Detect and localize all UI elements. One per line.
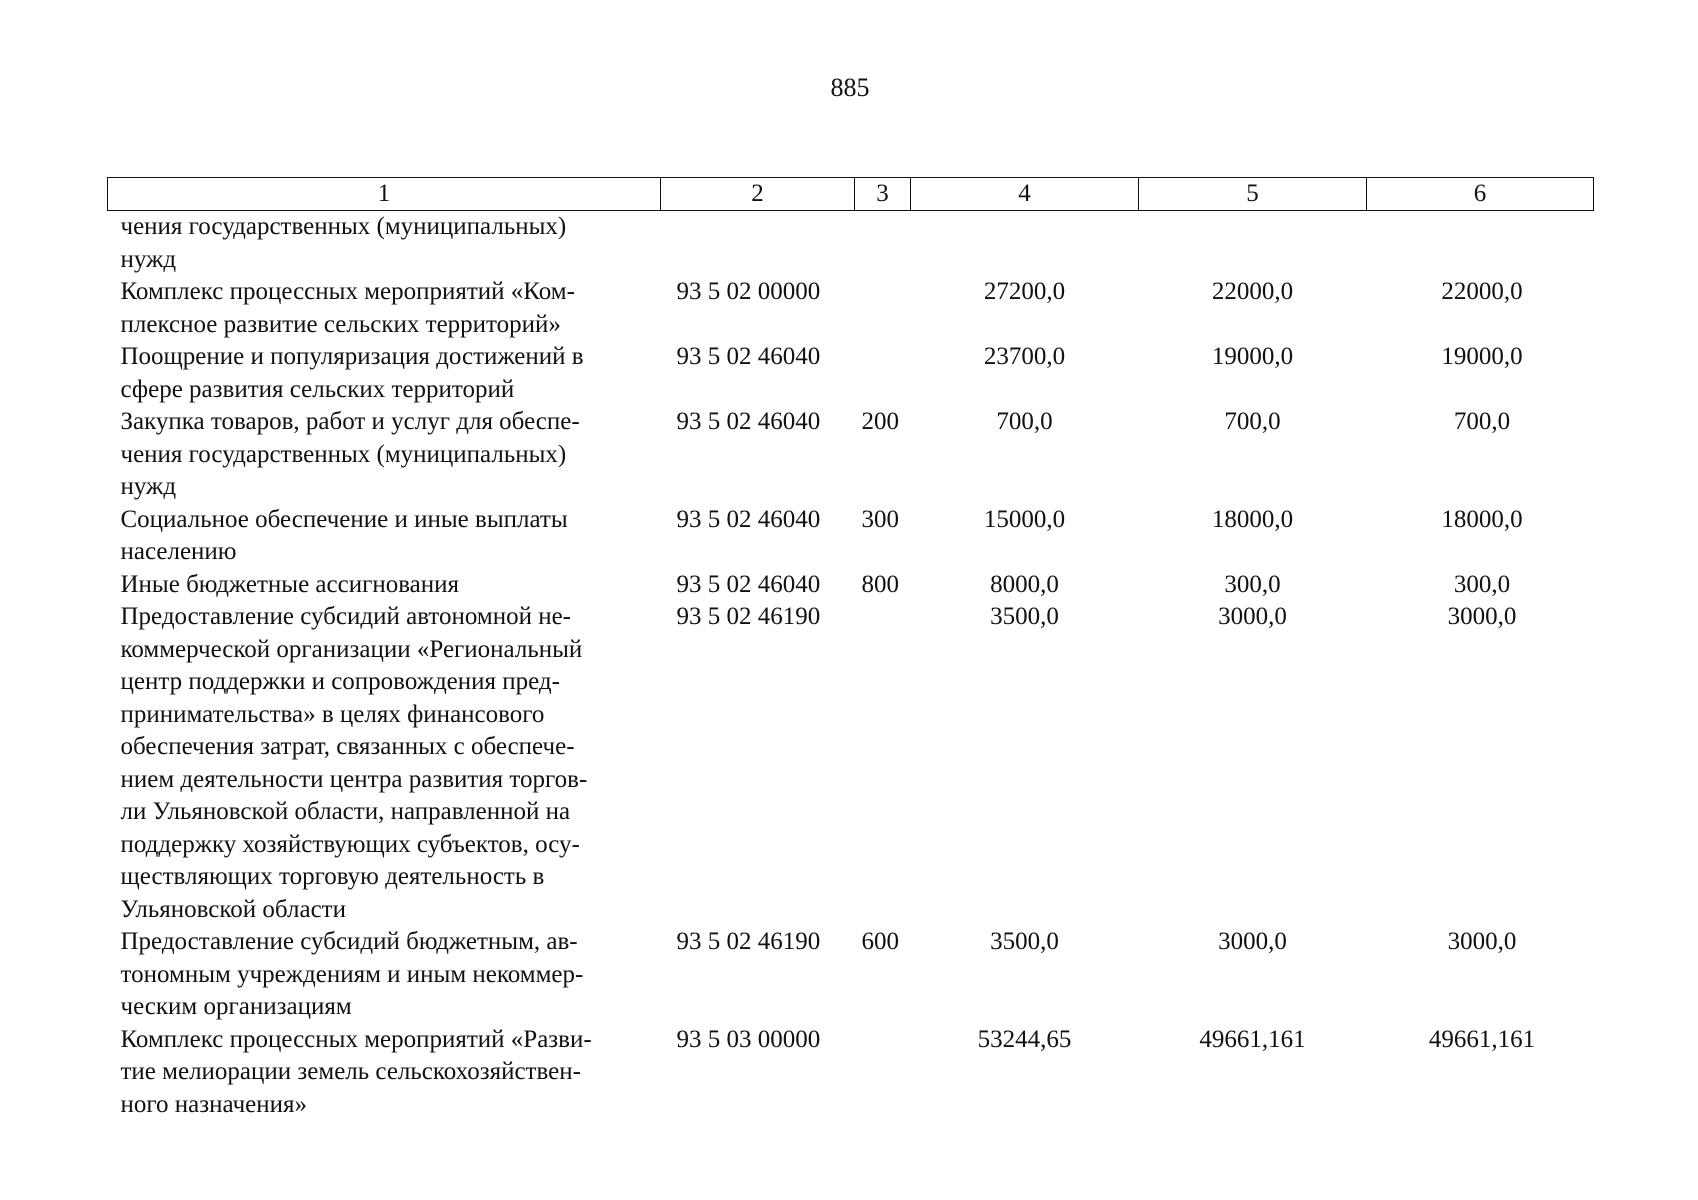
row-name-line: Социальное обеспечение и иные выплаты (120, 505, 568, 533)
column-header-6: 6 (1367, 178, 1594, 211)
row-name-line: ществляющих торговую деятельность в (120, 863, 545, 890)
row-name-cell (108, 601, 661, 926)
row-name-line: плексное развитие сельских территорий» (120, 310, 561, 338)
row-value-col6-cell: 3000,0 (1447, 603, 1517, 630)
column-header-2: 2 (661, 178, 855, 211)
row-code-cell: 93 5 02 46190 (676, 603, 821, 630)
row-name-line: сфере развития сельских территорий (120, 375, 515, 403)
row-expense-type-cell: 300 (861, 505, 899, 533)
row-value-col6-cell: 22000,0 (1441, 278, 1523, 305)
column-header-3: 3 (855, 178, 911, 211)
row-value-col5-cell: 3000,0 (1218, 603, 1287, 630)
row-code-cell: 93 5 02 46040 (676, 505, 821, 533)
row-name-line: обеспечения затрат, связанных с обеспече- (120, 733, 575, 760)
row-name-cell (108, 406, 661, 504)
row-value-col4-cell: 15000,0 (983, 505, 1066, 533)
row-value-col5-cell: 49661,161 (1199, 1025, 1306, 1053)
row-name-cell (108, 926, 661, 1024)
row-value-col6-cell (1367, 211, 1594, 277)
table-row (108, 211, 1594, 277)
row-code-cell: 93 5 02 46190 (676, 928, 821, 955)
row-name-cell (108, 1024, 661, 1122)
row-name-cell (108, 211, 661, 277)
row-value-col4-cell: 53244,65 (977, 1025, 1072, 1053)
row-value-col6-cell: 3000,0 (1447, 928, 1517, 955)
row-code-cell (661, 211, 855, 277)
row-name-line: ли Ульяновской области, направленной на (120, 798, 571, 825)
table-header (108, 178, 1594, 211)
row-name-cell (108, 276, 661, 341)
row-name-line: тономным учреждениям и иным некоммер- (120, 960, 584, 988)
row-name-line: Комплекс процессных мероприятий «Ком- (120, 278, 575, 305)
row-code-cell: 93 5 03 00000 (676, 1025, 821, 1053)
row-expense-type-cell (855, 341, 911, 406)
row-name-line: Комплекс процессных мероприятий «Разви- (120, 1025, 592, 1053)
table-row (108, 276, 1594, 341)
row-name-line: Ульяновской области (120, 895, 346, 923)
row-name-cell (108, 569, 661, 602)
row-name-line: нужд (120, 473, 177, 500)
row-name-line: Иные бюджетные ассигнования (120, 570, 460, 598)
table-row (108, 406, 1594, 504)
row-name-cell (108, 504, 661, 569)
row-value-col4-cell (911, 211, 1139, 277)
row-name-line: населению (120, 538, 237, 565)
row-name-line: тие мелиорации земель сельскохозяйствен- (120, 1058, 581, 1085)
table-row (108, 1024, 1594, 1122)
row-expense-type-cell (855, 211, 911, 277)
column-header-4: 4 (911, 178, 1139, 211)
row-value-col6-cell: 49661,161 (1428, 1025, 1536, 1053)
row-value-col5-cell: 19000,0 (1211, 343, 1294, 370)
header-row (108, 178, 1594, 211)
row-expense-type-cell (855, 1024, 911, 1122)
row-name-line: центр поддержки и сопровождения пред- (120, 668, 560, 695)
row-value-col5-cell: 300,0 (1224, 570, 1281, 598)
row-value-col6-cell: 300,0 (1453, 570, 1511, 598)
table-row (108, 569, 1594, 602)
row-expense-type-cell: 800 (861, 570, 899, 598)
row-name-line: ного назначения» (120, 1090, 308, 1118)
table-row (108, 926, 1594, 1024)
row-name-line: коммерческой организации «Региональный (120, 635, 583, 663)
table-row (108, 601, 1594, 926)
row-name-line: принимательства» в целях финансового (120, 700, 545, 728)
row-name-line: поддержку хозяйствующих субъектов, осу- (120, 830, 580, 858)
row-value-col4-cell: 27200,0 (983, 278, 1066, 305)
row-name-line: Поощрение и популяризация достижений в (120, 343, 584, 370)
row-value-col4-cell: 3500,0 (990, 603, 1059, 630)
row-expense-type-cell (855, 276, 911, 341)
row-value-col4-cell: 3500,0 (990, 928, 1059, 955)
table-row (108, 504, 1594, 569)
row-value-col4-cell: 700,0 (996, 408, 1053, 435)
row-expense-type-cell (855, 601, 911, 926)
budget-table (107, 177, 1594, 1121)
row-name-line: Предоставление субсидий автономной не- (120, 603, 572, 630)
row-name-line: Закупка товаров, работ и услуг для обеспе- (120, 408, 580, 435)
row-value-col6-cell: 18000,0 (1441, 505, 1523, 533)
table-body (108, 211, 1594, 1122)
row-value-col6-cell: 19000,0 (1441, 343, 1523, 370)
row-value-col5-cell: 18000,0 (1211, 505, 1294, 533)
row-value-col5-cell: 22000,0 (1211, 278, 1294, 305)
row-name-line: чения государственных (муниципальных) (120, 213, 567, 240)
column-header-5: 5 (1139, 178, 1367, 211)
row-code-cell: 93 5 02 46040 (676, 408, 821, 435)
column-header-1: 1 (108, 178, 661, 211)
row-name-line: нием деятельности центра развития торгов- (120, 765, 588, 793)
row-value-col5-cell (1139, 211, 1367, 277)
row-value-col4-cell: 8000,0 (990, 570, 1059, 598)
row-value-col6-cell: 700,0 (1453, 408, 1511, 435)
row-name-line: чения государственных (муниципальных) (120, 440, 567, 468)
row-value-col4-cell: 23700,0 (983, 343, 1066, 370)
row-code-cell: 93 5 02 46040 (676, 570, 821, 598)
row-name-line: ческим организациям (120, 993, 352, 1020)
row-value-col5-cell: 700,0 (1224, 408, 1281, 435)
row-value-col5-cell: 3000,0 (1218, 928, 1287, 955)
row-name-line: Предоставление субсидий бюджетным, ав- (120, 928, 578, 955)
row-expense-type-cell: 200 (861, 408, 899, 435)
row-name-line: нужд (120, 245, 177, 273)
row-expense-type-cell: 600 (861, 928, 899, 955)
row-name-cell (108, 341, 661, 406)
table-row (108, 341, 1594, 406)
row-code-cell: 93 5 02 00000 (676, 278, 821, 305)
row-code-cell: 93 5 02 46040 (676, 343, 821, 370)
page-number: 885 (830, 73, 870, 102)
